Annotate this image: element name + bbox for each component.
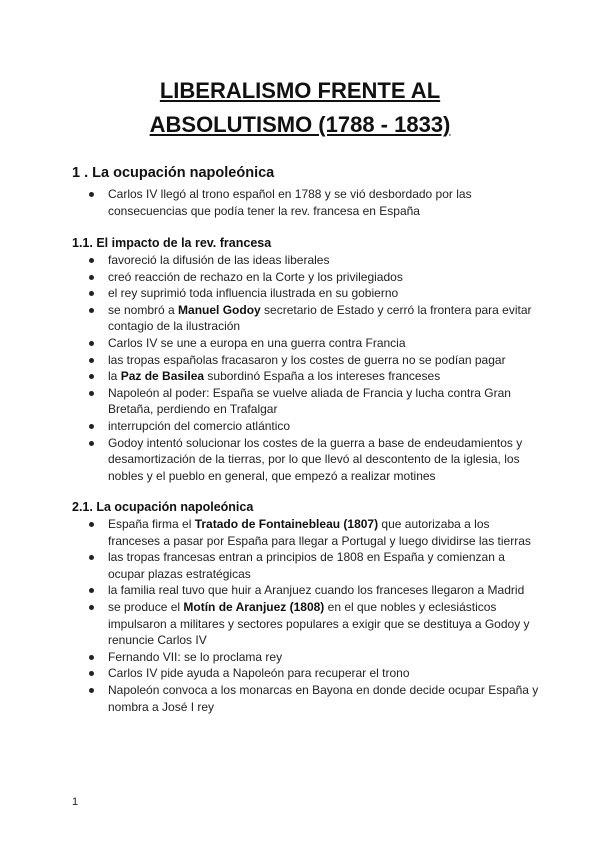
title-line-1: LIBERALISMO FRENTE AL (159, 78, 441, 103)
list-item: Napoleón al poder: España se vuelve aliada de Francia y lucha contra Gran Bretaña, perdiendo en Trafalgar (72, 385, 542, 418)
bold-term: Tratado de Fontainebleau (1807) (194, 517, 379, 531)
item-text: España firma el (108, 517, 195, 531)
item-text: secretario de Estado y cerró la frontera para evitar contagio de la ilustración (108, 302, 532, 334)
bold-term: Manuel Godoy (178, 302, 261, 317)
list-item: las tropas españolas fracasaron y los costes de guerra no se podían pagar (72, 352, 542, 369)
item-text: que autorizaba a los franceses a pasar por España para llegar a Portugal y luego dividirse las tierras (108, 517, 531, 548)
list-item: favoreció la difusión de las ideas liberales (72, 252, 542, 269)
list-item: creó reacción de rechazo en la Corte y los privilegiados (72, 269, 542, 286)
list-item: Carlos IV pide ayuda a Napoleón para recuperar el trono (72, 665, 542, 682)
list-item: Godoy intentó solucionar los costes de la guerra a base de endeudamientos y desamortización de la tierras, por lo que llevó al descontento de la iglesia, los nobles y el pueblo en general, que empezó a realizar motines (72, 435, 542, 485)
bold-term: Motín de Aranjuez (1808) (183, 599, 325, 614)
item-text: subordinó España a los intereses franceses (204, 369, 441, 384)
bold-term: Paz de Basilea (120, 369, 205, 384)
bullet-list (72, 186, 542, 219)
list-item: Carlos IV se une a europa en una guerra contra Francia (72, 335, 542, 352)
item-text: se nombró a (108, 302, 179, 317)
title-line-2: ABSOLUTISMO (1788 - 1833) (149, 112, 451, 137)
document-title (0, 74, 600, 142)
section-heading: 1 . La ocupación napoleónica (72, 165, 275, 181)
section-impacto-rev-francesa (72, 235, 542, 484)
list-item: Carlos IV llegó al trono español en 1788 y se vió desbordado por las consecuencias que podía tener la rev. francesa en España (72, 186, 542, 219)
list-item: la familia real tuvo que huir a Aranjuez cuando los franceses llegaron a Madrid (72, 582, 542, 599)
list-item: interrupción del comercio atlántico (72, 418, 542, 435)
bullet-list (72, 252, 542, 484)
item-text: se produce el (108, 599, 184, 614)
list-item: Fernando VII: se lo proclama rey (72, 649, 542, 666)
list-item (72, 516, 542, 549)
item-text: en el que nobles y eclesiásticos impulsaron a militares y sectores populares a exigir que se destituya a Godoy y renuncie Carlos IV (108, 599, 530, 648)
list-item (72, 302, 542, 335)
list-item: el rey suprimió toda influencia ilustrada en su gobierno (72, 285, 542, 302)
bullet-list (72, 516, 542, 715)
page-number: 1 (72, 796, 79, 808)
section-ocupacion-napoleonica (72, 499, 542, 715)
list-item: las tropas francesas entran a principios de 1808 en España y comienzan a ocupar plazas estratégicas (72, 549, 542, 582)
list-item (72, 599, 542, 649)
list-item (72, 368, 542, 385)
section-heading: 2.1. La ocupación napoleónica (72, 500, 254, 514)
item-text: la (108, 369, 121, 384)
section-heading: 1.1. El impacto de la rev. francesa (72, 236, 272, 250)
list-item: Napoleón convoca a los monarcas en Bayona en donde decide ocupar España y nombra a José I rey (72, 682, 542, 715)
section-ocupacion-intro (72, 164, 542, 219)
